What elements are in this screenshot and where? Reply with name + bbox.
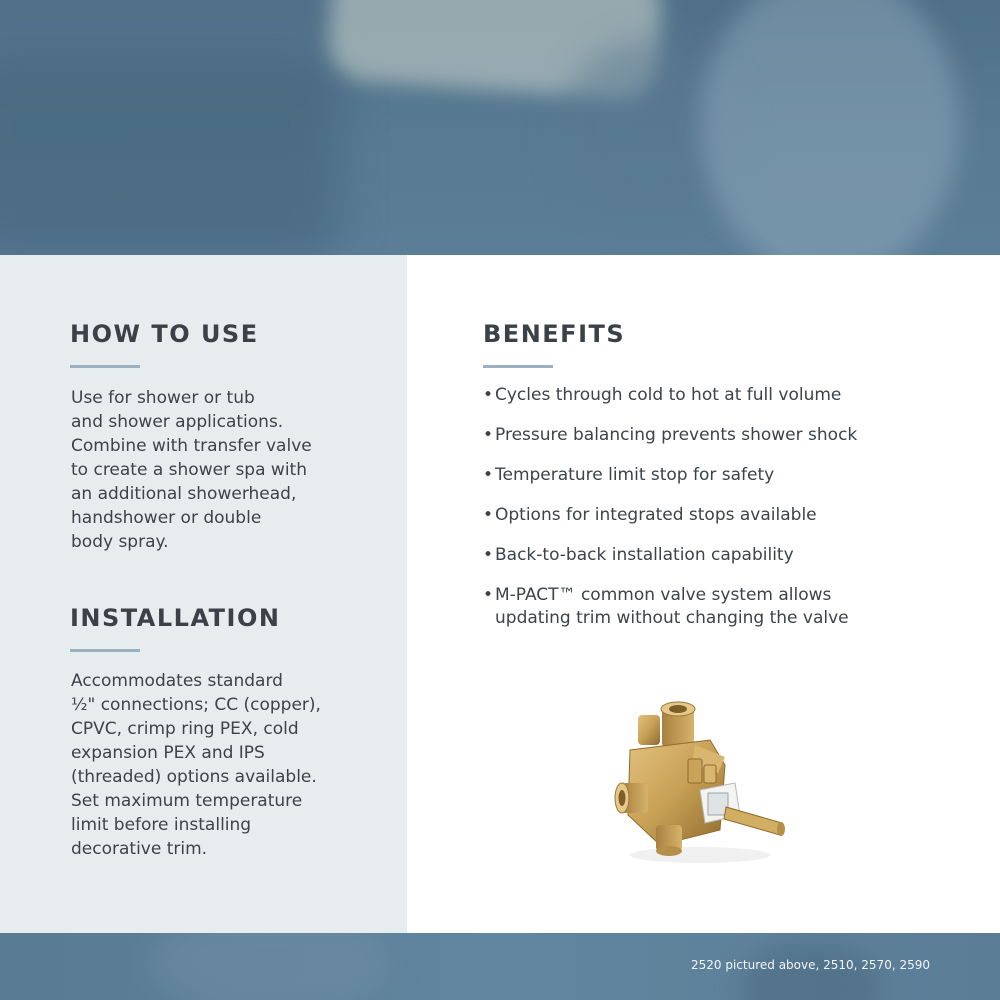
footer-band bbox=[0, 933, 1000, 1000]
benefit-item bbox=[483, 464, 943, 487]
benefit-text: Cycles through cold to hot at full volume bbox=[495, 385, 842, 405]
benefit-item bbox=[483, 504, 943, 527]
how-to-use-divider bbox=[70, 365, 140, 368]
installation-text: Accommodates standard ½" connections; CC (copper), CPVC, crimp ring PEX, cold expansion PEX and IPS (threaded) options available. Set maximum temperature limit before installing decorative trim. bbox=[71, 671, 321, 859]
benefit-text: Options for integrated stops available bbox=[495, 505, 817, 525]
benefit-text: Pressure balancing prevents shower shock bbox=[495, 425, 858, 445]
benefits-divider bbox=[483, 365, 553, 368]
bullet-icon: • bbox=[483, 585, 494, 605]
bullet-icon: • bbox=[483, 545, 494, 565]
benefit-item bbox=[483, 424, 943, 447]
installation-divider bbox=[70, 649, 140, 652]
bullet-icon: • bbox=[483, 385, 494, 405]
installation-heading: INSTALLATION bbox=[70, 604, 281, 632]
bullet-icon: • bbox=[483, 505, 494, 525]
benefits-list bbox=[483, 384, 943, 647]
bullet-icon: • bbox=[483, 465, 494, 485]
model-caption: 2520 pictured above, 2510, 2570, 2590 bbox=[691, 958, 930, 972]
benefit-text: Temperature limit stop for safety bbox=[495, 465, 775, 485]
benefit-text: M-PACT™ common valve system allows updating trim without changing the valve bbox=[495, 585, 849, 628]
benefit-item bbox=[483, 384, 943, 407]
how-to-use-text: Use for shower or tub and shower applications. Combine with transfer valve to create a shower spa with an additional showerhead, handshower or double body spray. bbox=[71, 388, 312, 552]
how-to-use-heading: HOW TO USE bbox=[70, 320, 259, 348]
benefits-heading: BENEFITS bbox=[483, 320, 626, 348]
bullet-icon: • bbox=[483, 425, 494, 445]
valve-product-image bbox=[600, 695, 800, 870]
benefit-item bbox=[483, 544, 943, 567]
benefit-item bbox=[483, 584, 943, 630]
benefit-text: Back-to-back installation capability bbox=[495, 545, 794, 565]
hero-banner-image bbox=[0, 0, 1000, 255]
